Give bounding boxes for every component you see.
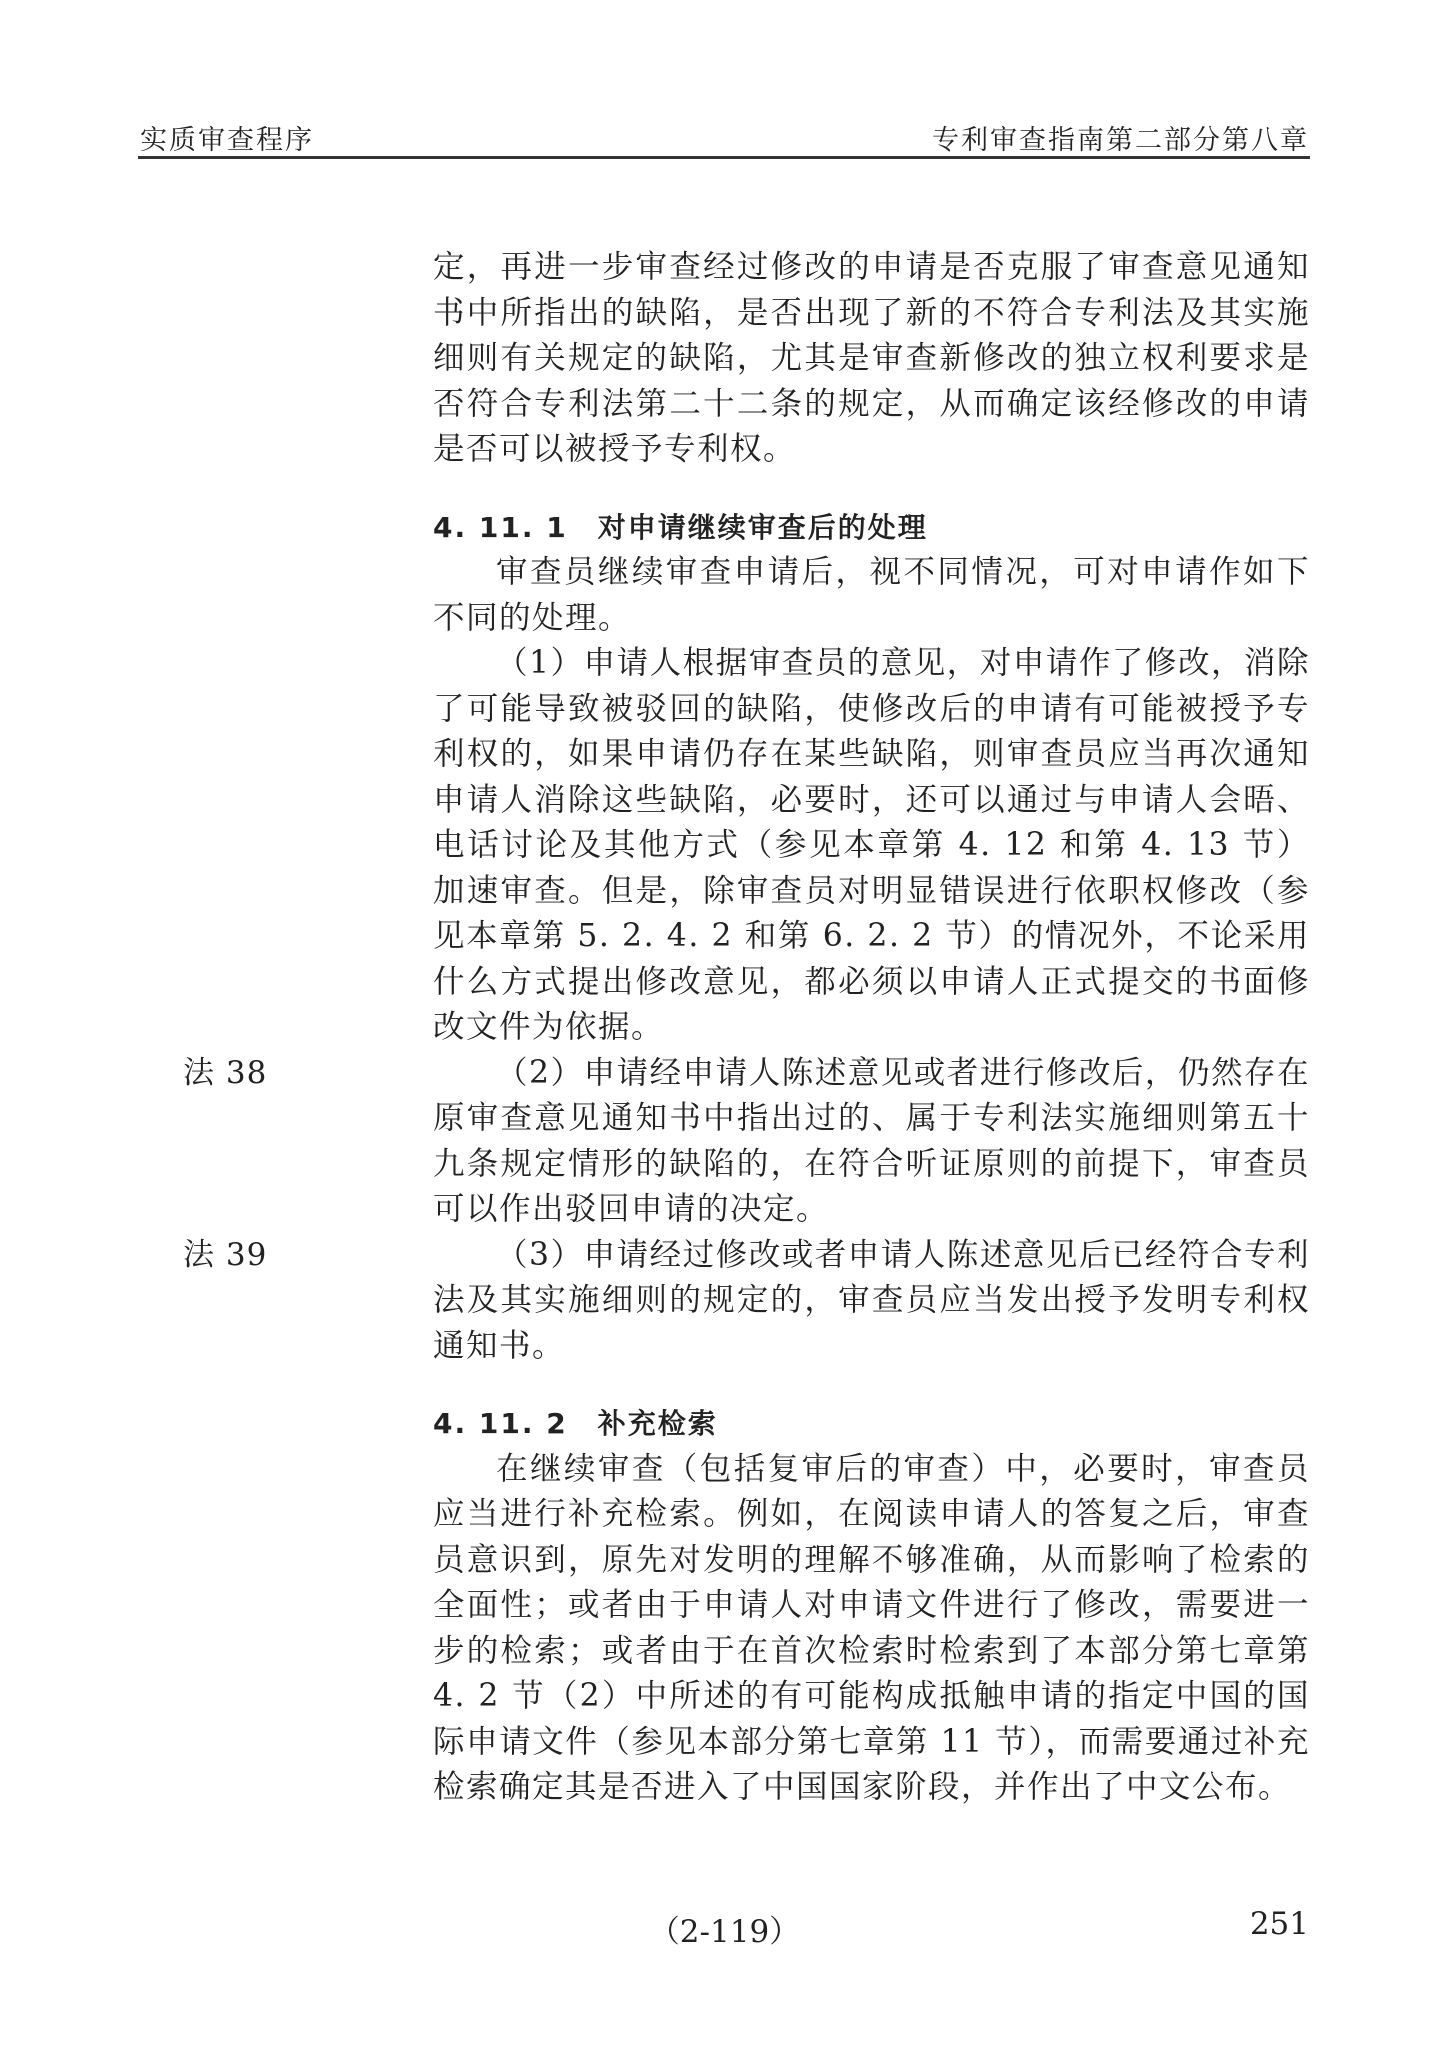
- footer-page-code: （2-119）: [648, 1914, 801, 1950]
- paragraph-item-2: （2）申请经申请人陈述意见或者进行修改后，仍然存在原审查意见通知书中指出过的、属于专利法实施细则第五十九条规定情形的缺陷的，在符合听证原则的前提下，审查员可以作出驳回申请的决定。: [433, 1054, 1310, 1227]
- margin-note-law-38: 法 38: [183, 1054, 268, 1091]
- running-head-book-section: 专利审查指南第二部分第八章: [932, 125, 1309, 156]
- margin-note-law-39: 法 39: [183, 1236, 268, 1273]
- spacer: [433, 473, 1310, 505]
- spacer: [433, 1369, 1310, 1401]
- paragraph-supplementary-search: 在继续审查（包括复审后的审查）中，必要时，审查员应当进行补充检索。例如，在阅读申请人的答复之后，审查员意识到，原先对发明的理解不够准确，从而影响了检索的全面性；或者由于申请人对申请文件进行了修改，需要进一步的检索；或者由于在首次检索时检索到了本部分第七章第 4. 2 节（2）中所述的有可能构成抵触申请的指定中国的国际申请文件（参见本部分第七章第 11 节），而需要通过补充检索确定其是否进入了中国国家阶段，并作出了中文公布。: [433, 1450, 1310, 1805]
- paragraph-item-1: （1）申请人根据审查员的意见，对申请作了修改，消除了可能导致被驳回的缺陷，使修改后的申请有可能被授予专利权的，如果申请仍存在某些缺陷，则审查员应当再次通知申请人消除这些缺陷，必要时，还可以通过与申请人会晤、电话讨论及其他方式（参见本章第 4. 12 和第 4. 13 节）加速审查。但是，除审查员对明显错误进行依职权修改（参见本章第 5. 2. 4. 2 和第 6. 2. 2 节）的情况外，不论采用什么方式提出修改意见，都必须以申请人正式提交的书面修改文件为依据。: [433, 645, 1310, 1045]
- header-rule: [138, 156, 1310, 159]
- paragraph-item-3-wrap: [183, 1233, 1310, 1370]
- page-body: [183, 245, 1310, 1811]
- section-heading-4-11-1: 4. 11. 1 对申请继续审查后的处理: [433, 510, 928, 544]
- running-head-chapter-title: 实质审查程序: [140, 125, 314, 156]
- footer-page-number: 251: [1249, 1906, 1309, 1942]
- paragraph-item-3: （3）申请经过修改或者申请人陈述意见后已经符合专利法及其实施细则的规定的，审查员应当发出授予发明专利权通知书。: [433, 1236, 1310, 1364]
- paragraph-item-2-wrap: [183, 1051, 1310, 1233]
- section-heading-4-11-2: 4. 11. 2 补充检索: [433, 1407, 718, 1440]
- continued-paragraph: 定，再进一步审查经过修改的申请是否克服了审查意见通知书中所指出的缺陷，是否出现了新的不符合专利法及其实施细则有关规定的缺陷，尤其是审查新修改的独立权利要求是否符合专利法第二十二条的规定，从而确定该经修改的申请是否可以被授予专利权。: [433, 249, 1310, 467]
- paragraph-intro: 审查员继续审查申请后，视不同情况，可对申请作如下不同的处理。: [433, 554, 1310, 636]
